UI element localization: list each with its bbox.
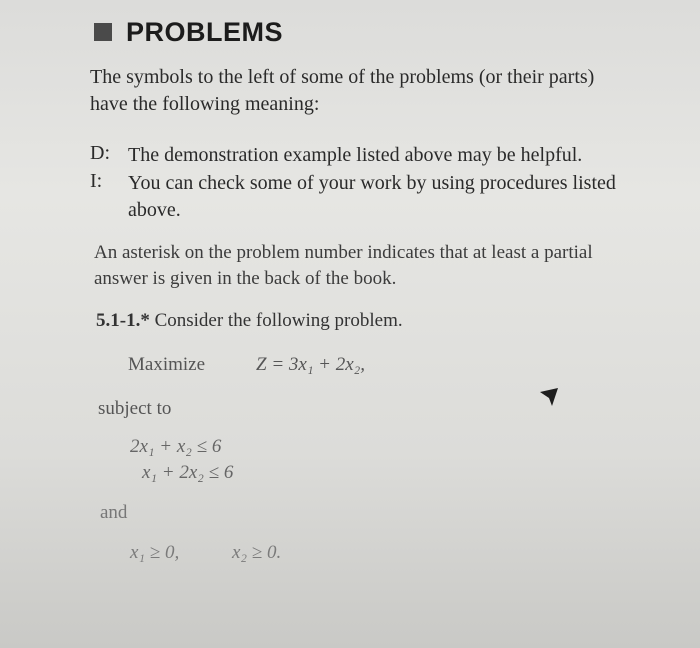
legend-key-d: D: <box>90 142 110 164</box>
objective-label: Maximize <box>128 354 206 375</box>
constraint-1: 2x₁ + x₂ ≤ 6 <box>130 436 222 457</box>
and-label: and <box>100 502 128 523</box>
problem-statement: Consider the following problem. <box>154 310 403 331</box>
nonnegativity-x2: x₂ ≥ 0. <box>232 542 282 563</box>
asterisk-note <box>94 240 593 292</box>
constraint-2: x₁ + 2x₂ ≤ 6 <box>142 462 234 483</box>
nonnegativity-x1: x₁ ≥ 0, <box>130 542 180 563</box>
problem-number: 5.1-1.* <box>96 310 150 331</box>
legend-i-line-1: You can check some of your work by using procedures listed <box>128 172 616 194</box>
legend-text-i <box>128 170 616 224</box>
legend-i-line-2: above. <box>128 199 181 221</box>
square-bullet-icon <box>94 23 112 41</box>
section-heading <box>92 14 283 50</box>
problem-header <box>96 310 403 332</box>
intro-line-2: have the following meaning: <box>90 93 320 115</box>
legend-d-line-1: The demonstration example listed above may be helpful. <box>128 144 583 166</box>
mouse-pointer-icon <box>538 386 560 408</box>
legend-key-i: I: <box>90 170 103 192</box>
note-line-1: An asterisk on the problem number indicates that at least a partial <box>94 242 593 263</box>
legend-text-d <box>128 142 582 169</box>
intro-line-1: The symbols to the left of some of the problems (or their parts) <box>90 66 595 88</box>
note-line-2: answer is given in the back of the book. <box>94 268 397 289</box>
section-title: PROBLEMS <box>126 16 284 47</box>
subject-to-label: subject to <box>98 398 172 419</box>
intro-paragraph <box>90 64 594 118</box>
objective-function: Z = 3x₁ + 2x₂, <box>256 354 366 375</box>
